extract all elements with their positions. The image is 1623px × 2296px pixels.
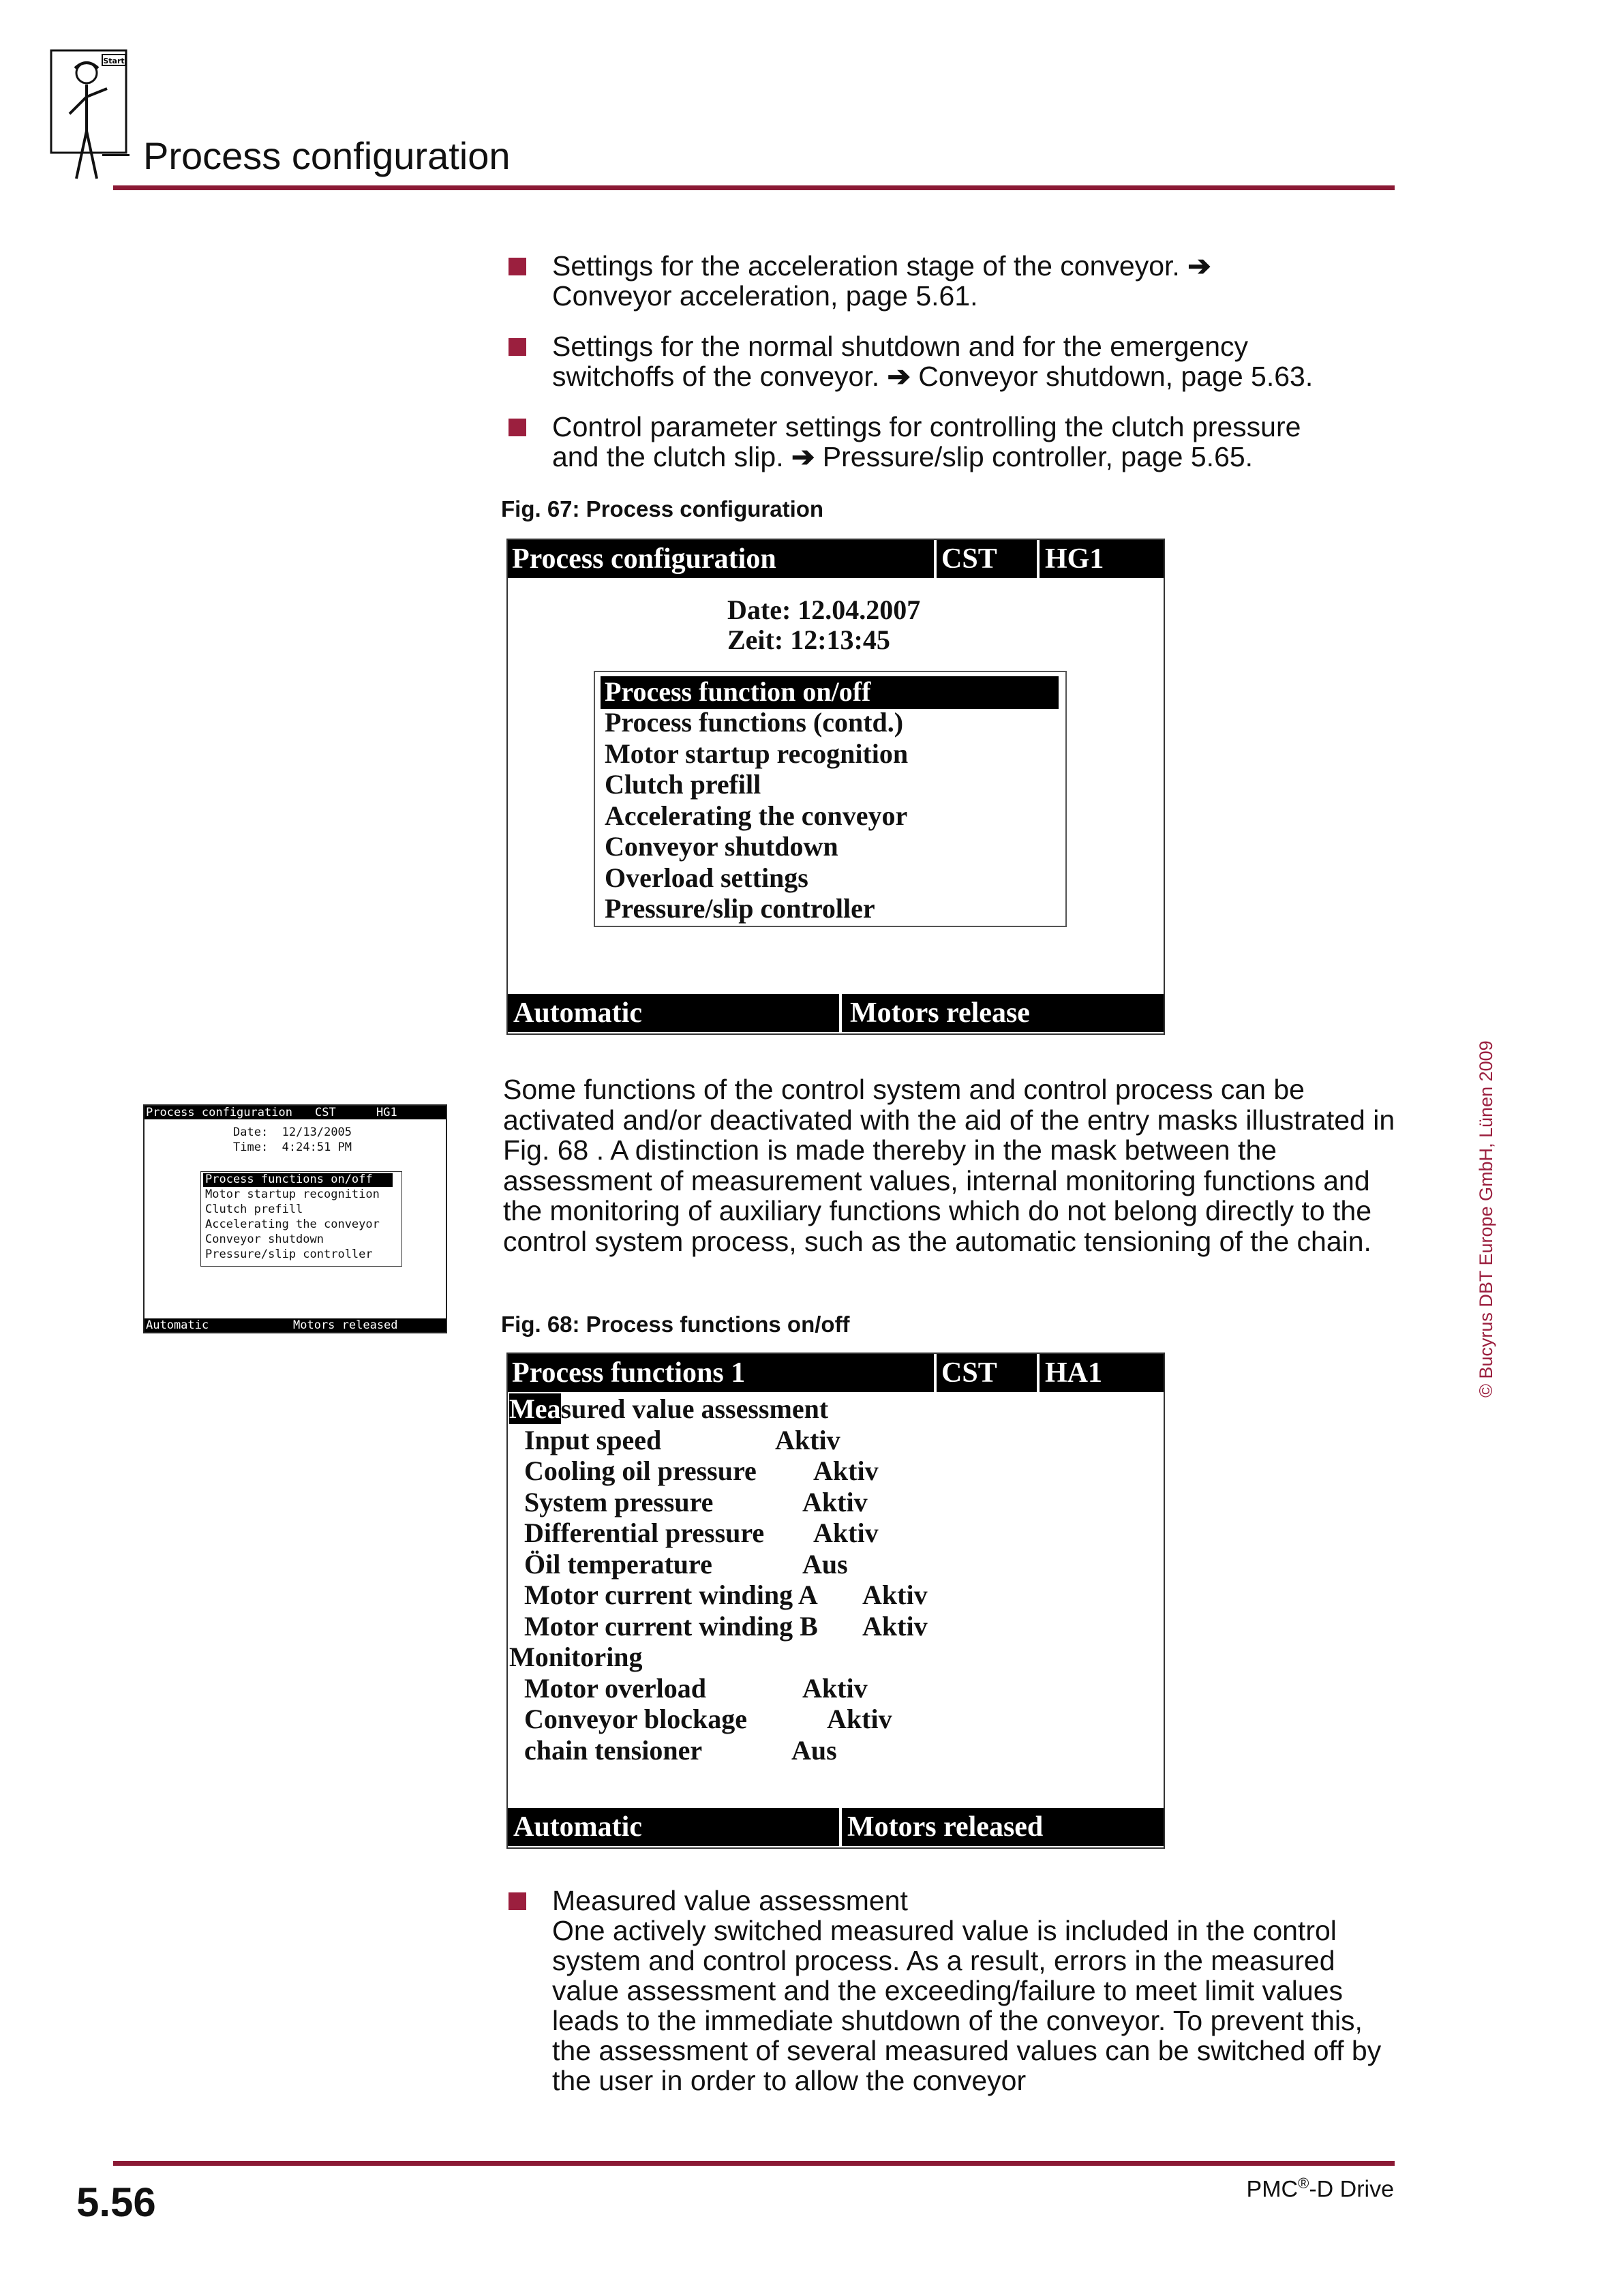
status-motors: Motors released xyxy=(847,1811,1044,1843)
row-value[interactable]: Aktiv xyxy=(802,1673,868,1704)
status-motors: Motors release xyxy=(850,997,1030,1029)
row-label: Cooling oil pressure xyxy=(524,1455,757,1486)
process-menu xyxy=(594,671,1067,927)
row-label: Differential pressure xyxy=(524,1517,765,1548)
text-cursor: Mea xyxy=(509,1393,561,1424)
menu-item-conveyor-shutdown[interactable]: Conveyor shutdown xyxy=(605,831,838,862)
row-label: Motor current winding B xyxy=(524,1611,818,1642)
bullet-marker xyxy=(509,258,526,275)
page-title: Process configuration xyxy=(143,134,511,177)
row-value[interactable]: Aktiv xyxy=(862,1580,928,1610)
row-label: Input speed xyxy=(524,1425,662,1455)
menu-item-process-functions-contd[interactable]: Process functions (contd.) xyxy=(605,707,904,738)
row-label: Conveyor blockage xyxy=(524,1704,748,1734)
row-label: System pressure xyxy=(524,1487,714,1517)
section-measured-value[interactable]: Measured value assessment xyxy=(509,1393,829,1424)
page-number: 5.56 xyxy=(76,2179,156,2225)
status-mode: Automatic xyxy=(513,997,642,1029)
svg-text:Start: Start xyxy=(103,57,125,65)
row-label: Motor current winding A xyxy=(524,1580,818,1610)
row-label: Motor overload xyxy=(524,1673,706,1704)
menu-item-clutch-prefill[interactable]: Clutch prefill xyxy=(605,769,761,800)
bullet-marker xyxy=(509,419,526,436)
body-paragraph: Some functions of the control system and control process can be activated and/or deactivated with the aid of the entry masks illustrated in Fig. 68 . A distinction is made thereby in the mask between the assessment of measurement values, internal monitoring functions and the monitoring of auxiliary functions which do not belong directly to the control system process, such as the automatic tensioning of the chain. xyxy=(503,1074,1395,1257)
bullet-marker xyxy=(509,338,526,356)
menu-item-accelerating[interactable]: Accelerating the conveyor xyxy=(605,800,908,831)
row-label: chain tensioner xyxy=(524,1735,703,1766)
fig68-screen xyxy=(506,1353,1165,1849)
menu-item-motor-startup[interactable]: Motor startup recognition xyxy=(605,738,909,769)
section-monitoring: Monitoring xyxy=(509,1642,643,1672)
screen-title: Process configuration xyxy=(512,543,776,575)
thumb-status-bar: Automatic Motors released xyxy=(145,1318,446,1332)
date-readout: Date: 12.04.2007 xyxy=(727,594,921,625)
bullet-acceleration: Settings for the acceleration stage of the conveyor. ➔ Conveyor acceleration, page 5.61. xyxy=(552,250,1211,312)
thumb-title-bar: Process configuration CST HG1 xyxy=(145,1106,446,1119)
screen-title-bar: Process configuration CST HG1 xyxy=(508,540,1164,578)
bullet-measured-value: Measured value assessment One actively switched measured value is included in the control system and control process. As a result, errors in the measured value assessment and the exceeding/failure to meet limit values leads to the immediate shutdown of the conveyor. To prevent this, the assessment of several measured values can be switched off by the user in order to allow the conveyor xyxy=(552,1885,1382,2096)
thumb-menu: Process functions on/off Motor startup recognition Clutch prefill Accelerating the conveyor Conveyor shutdown Pressure/slip controller xyxy=(200,1171,402,1267)
fig67-caption: Fig. 67: Process configuration xyxy=(501,496,824,522)
copyright-notice: © Bucyrus DBT Europe GmbH, Lünen 2009 xyxy=(1476,1040,1496,1398)
screen-title-bar: Process functions 1 CST HA1 xyxy=(508,1354,1164,1392)
screen-status-bar xyxy=(508,994,1164,1032)
row-value[interactable]: Aktiv xyxy=(862,1611,928,1642)
screen-status-bar xyxy=(508,1808,1164,1846)
row-value[interactable]: Aktiv xyxy=(813,1517,879,1548)
status-mode: Automatic xyxy=(513,1811,642,1843)
bullet-shutdown: Settings for the normal shutdown and for the emergency switchoffs of the conveyor. ➔ Conveyor shutdown, page 5.63. xyxy=(552,331,1314,392)
row-value[interactable]: Aktiv xyxy=(827,1704,892,1734)
fig68-caption: Fig. 68: Process functions on/off xyxy=(501,1312,850,1337)
row-value[interactable]: Aus xyxy=(791,1735,837,1766)
menu-item-overload[interactable]: Overload settings xyxy=(605,862,808,893)
menu-item-process-function[interactable]: Process function on/off xyxy=(605,676,871,707)
row-value[interactable]: Aktiv xyxy=(802,1487,868,1517)
footer-rule xyxy=(113,2161,1395,2166)
menu-item-pressure-slip[interactable]: Pressure/slip controller xyxy=(605,893,875,924)
header-rule xyxy=(113,185,1395,190)
screen-title: Process functions 1 xyxy=(512,1357,746,1389)
product-name: PMC®-D Drive xyxy=(1246,2175,1394,2203)
row-value[interactable]: Aktiv xyxy=(813,1455,879,1486)
bullet-pressure-slip: Control parameter settings for controlling the clutch pressure and the clutch slip. ➔ Pressure/slip controller, page 5.65. xyxy=(552,411,1301,472)
thumbnail-screen: Process configuration CST HG1 Date: 12/13/2005 Time: 4:24:51 PM Process functions on/off Motor startup recognition Clutch prefill Accelerating the conveyor Conveyor shutdown Pressure/slip controller Automatic Motors released xyxy=(143,1104,447,1333)
row-value[interactable]: Aus xyxy=(802,1549,848,1580)
row-value[interactable]: Aktiv xyxy=(775,1425,840,1455)
time-readout: Zeit: 12:13:45 xyxy=(727,624,890,655)
start-worker-icon xyxy=(49,49,138,185)
row-label: Öil temperature xyxy=(524,1549,712,1580)
bullet-marker xyxy=(509,1892,526,1910)
fig67-screen xyxy=(506,539,1165,1035)
